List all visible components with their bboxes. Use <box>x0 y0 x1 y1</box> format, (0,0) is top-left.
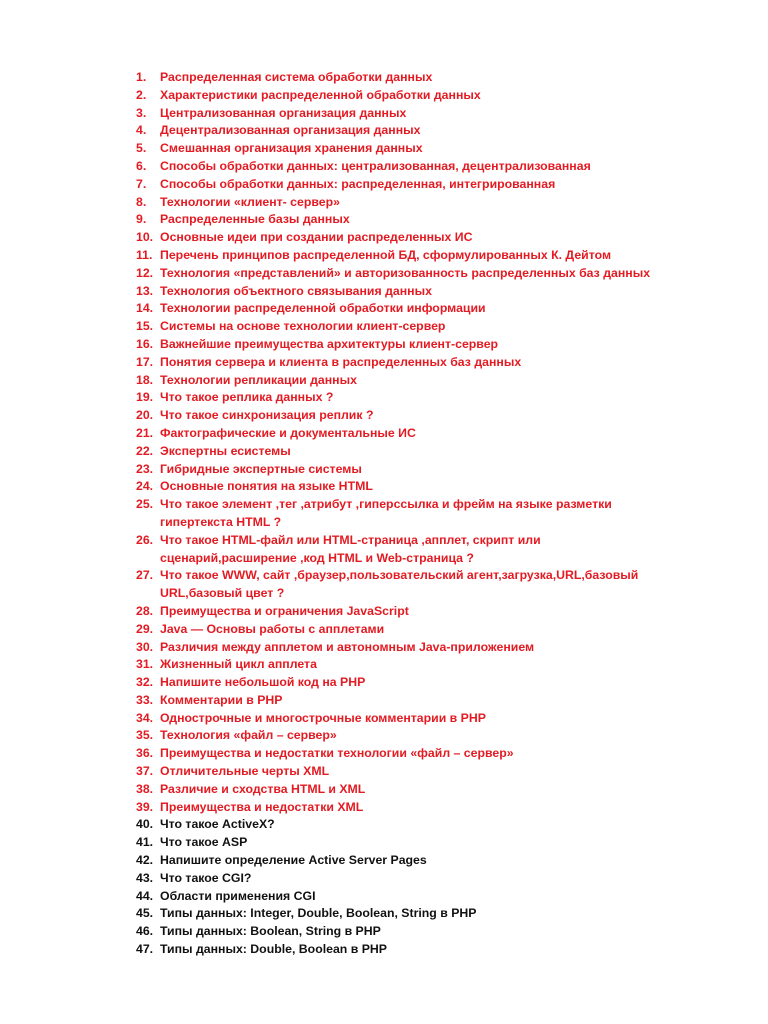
list-item-text <box>160 69 432 87</box>
list-item <box>136 318 736 336</box>
list-item-number: 42. <box>136 853 154 868</box>
list-item-text-line: Однострочные и многострочные комментарии в PHP <box>160 710 486 725</box>
list-item-number: 18. <box>136 372 154 387</box>
list-item <box>136 692 736 710</box>
list-item <box>136 763 736 781</box>
list-item <box>136 941 736 959</box>
list-item-text <box>160 923 381 941</box>
list-item-text-line: Распределенные базы данных <box>160 212 350 227</box>
list-item-text-line: Различие и сходства HTML и XML <box>160 781 366 796</box>
list-item <box>136 816 736 834</box>
list-item-number: 5. <box>136 141 147 156</box>
list-item-text-line: Способы обработки данных: распределенная, интегрированная <box>160 176 556 191</box>
list-item <box>136 194 736 212</box>
list-item-number: 38. <box>136 781 154 796</box>
list-item <box>136 710 736 728</box>
list-item-text <box>160 336 498 354</box>
list-item-text <box>160 265 650 283</box>
list-item <box>136 621 736 639</box>
list-item-number: 10. <box>136 230 154 245</box>
list-item-text-line: Что такое HTML-файл или HTML-страница ,апплет, скрипт или <box>160 532 541 547</box>
list-item-text-line: Что такое WWW, сайт ,браузер,пользовательский агент,загрузка,URL,базовый <box>160 568 639 583</box>
list-item-text <box>160 247 611 265</box>
list-item-text <box>160 407 373 425</box>
list-item-text <box>160 176 555 194</box>
list-item-text-line: Что такое элемент ,тег ,атрибут ,гиперссылка и фрейм на языке разметки <box>160 497 612 512</box>
list-item-text <box>160 621 384 639</box>
list-item-number: 45. <box>136 906 154 921</box>
list-item-number: 22. <box>136 443 154 458</box>
list-item-text <box>160 941 387 959</box>
list-item-number: 16. <box>136 336 154 351</box>
list-item-text-line: Фактографические и документальные ИС <box>160 425 416 440</box>
list-item-text-line: Централизованная организация данных <box>160 105 407 120</box>
list-item <box>136 461 736 479</box>
list-item <box>136 265 736 283</box>
list-item-text-line: Java — Основы работы с апплетами <box>160 621 385 636</box>
list-item-number: 21. <box>136 425 154 440</box>
list-item <box>136 372 736 390</box>
list-item-text <box>160 194 340 212</box>
list-item <box>136 300 736 318</box>
list-item-text-line: Напишите небольшой код на PHP <box>160 675 366 690</box>
list-item-text <box>160 852 427 870</box>
list-item-number: 1. <box>136 70 147 84</box>
list-item-number: 31. <box>136 657 154 672</box>
list-item-text-line: Типы данных: Integer, Double, Boolean, String в PHP <box>160 906 477 921</box>
list-item <box>136 745 736 763</box>
list-item-text-line: Распределенная система обработки данных <box>160 70 433 84</box>
list-item-text-line: Отличительные черты XML <box>160 764 330 779</box>
list-item <box>136 407 736 425</box>
list-item-text <box>160 158 591 176</box>
list-item-text-line: URL,базовый цвет ? <box>160 586 285 601</box>
list-item <box>136 674 736 692</box>
list-item-number: 24. <box>136 479 154 494</box>
list-item-number: 46. <box>136 924 154 939</box>
list-item <box>136 496 736 532</box>
list-item-text <box>160 816 275 834</box>
list-item-text <box>160 496 612 532</box>
list-item-number: 33. <box>136 692 154 707</box>
list-item-text-line: гипертекста HTML ? <box>160 514 282 529</box>
list-item-number: 36. <box>136 746 154 761</box>
list-item-number: 44. <box>136 888 154 903</box>
list-item-text <box>160 478 373 496</box>
list-item-text-line: Технологии «клиент- сервер» <box>160 194 340 209</box>
list-item-text <box>160 799 363 817</box>
list-item <box>136 870 736 888</box>
list-item-number: 13. <box>136 283 154 298</box>
list-item-text <box>160 870 251 888</box>
list-item-text <box>160 532 541 568</box>
list-item-text <box>160 710 486 728</box>
list-item <box>136 532 736 568</box>
list-item <box>136 247 736 265</box>
list-item-number: 19. <box>136 390 154 405</box>
list-item-text <box>160 229 473 247</box>
list-item-text-line: Экспертны есистемы <box>160 443 291 458</box>
list-item-text <box>160 283 432 301</box>
list-item <box>136 799 736 817</box>
list-item-number: 35. <box>136 728 154 743</box>
list-item-text <box>160 639 534 657</box>
list-item-text <box>160 300 486 318</box>
list-item <box>136 389 736 407</box>
list-item-text-line: Технологии распределенной обработки информации <box>160 301 486 316</box>
list-item-text <box>160 318 445 336</box>
list-item-text <box>160 727 337 745</box>
list-item <box>136 639 736 657</box>
list-item-number: 43. <box>136 870 154 885</box>
list-item-number: 40. <box>136 817 154 832</box>
list-item-text-line: Технология «файл – сервер» <box>160 728 337 743</box>
list-item-text <box>160 656 317 674</box>
list-item <box>136 140 736 158</box>
list-item-text-line: Технология объектного связывания данных <box>160 283 432 298</box>
list-item-text <box>160 674 365 692</box>
list-item-number: 26. <box>136 532 154 547</box>
list-item-text <box>160 105 406 123</box>
list-item <box>136 105 736 123</box>
question-list <box>136 69 736 959</box>
list-item-number: 12. <box>136 265 154 280</box>
list-item-number: 25. <box>136 497 154 512</box>
list-item-number: 4. <box>136 123 147 138</box>
list-item-number: 15. <box>136 319 154 334</box>
list-item-text <box>160 888 315 906</box>
list-item-number: 29. <box>136 621 154 636</box>
list-item <box>136 176 736 194</box>
list-item-text <box>160 122 420 140</box>
list-item-text-line: сценарий,расширение ,код HTML и Web-страница ? <box>160 550 474 565</box>
list-item-text-line: Основные идеи при создании распределенных ИС <box>160 230 473 245</box>
list-item-text-line: Характеристики распределенной обработки данных <box>160 87 481 102</box>
list-item-text <box>160 211 350 229</box>
list-item <box>136 425 736 443</box>
list-item-text-line: Жизненный цикл апплета <box>160 657 317 672</box>
list-item-text <box>160 389 333 407</box>
list-item-text-line: Технологии репликации данных <box>160 372 357 387</box>
list-item-number: 20. <box>136 408 154 423</box>
list-item-text <box>160 834 247 852</box>
list-item-number: 47. <box>136 942 154 957</box>
list-item <box>136 87 736 105</box>
list-item <box>136 158 736 176</box>
list-item-number: 37. <box>136 764 154 779</box>
list-item <box>136 443 736 461</box>
list-item <box>136 354 736 372</box>
list-item-text-line: Преимущества и ограничения JavaScript <box>160 603 409 618</box>
list-item-number: 32. <box>136 675 154 690</box>
list-item-text-line: Децентрализованная организация данных <box>160 123 421 138</box>
list-item <box>136 478 736 496</box>
list-item-number: 6. <box>136 158 147 173</box>
list-item <box>136 834 736 852</box>
list-item <box>136 781 736 799</box>
list-item-text <box>160 603 409 621</box>
list-item-text-line: Что такое синхронизация реплик ? <box>160 408 374 423</box>
list-item <box>136 923 736 941</box>
list-item-number: 23. <box>136 461 154 476</box>
list-item-text <box>160 567 638 603</box>
list-item-text-line: Что такое ASP <box>160 835 248 850</box>
list-item-text-line: Типы данных: Double, Boolean в PHP <box>160 942 387 957</box>
list-item-text <box>160 372 357 390</box>
list-item-text-line: Преимущества и недостатки технологии «файл – сервер» <box>160 746 514 761</box>
list-item-text <box>160 763 329 781</box>
list-item <box>136 603 736 621</box>
list-item-text-line: Системы на основе технологии клиент-сервер <box>160 319 446 334</box>
list-item <box>136 69 736 87</box>
list-item <box>136 567 736 603</box>
list-item-number: 28. <box>136 603 154 618</box>
list-item-text-line: Что такое реплика данных ? <box>160 390 334 405</box>
list-item-number: 14. <box>136 301 154 316</box>
list-item-number: 17. <box>136 354 154 369</box>
list-item-number: 7. <box>136 176 147 191</box>
list-item-text-line: Важнейшие преимущества архитектуры клиент-сервер <box>160 336 499 351</box>
list-item <box>136 283 736 301</box>
list-item-text-line: Перечень принципов распределенной БД, сформулированных К. Дейтом <box>160 247 612 262</box>
list-item <box>136 211 736 229</box>
list-item-text-line: Различия между апплетом и автономным Java-приложением <box>160 639 535 654</box>
list-item <box>136 122 736 140</box>
list-item-text <box>160 905 477 923</box>
list-item-text-line: Гибридные экспертные системы <box>160 461 362 476</box>
list-item-text <box>160 87 481 105</box>
list-item <box>136 852 736 870</box>
list-item-text-line: Что такое ActiveX? <box>160 817 275 832</box>
list-item-text <box>160 781 365 799</box>
list-item-text-line: Технология «представлений» и авторизованность распределенных баз данных <box>160 265 651 280</box>
list-item-number: 39. <box>136 799 154 814</box>
list-item-text-line: Области применения CGI <box>160 888 316 903</box>
list-item-text-line: Смешанная организация хранения данных <box>160 141 423 156</box>
list-item-text-line: Основные понятия на языке HTML <box>160 479 373 494</box>
list-item-text-line: Преимущества и недостатки XML <box>160 799 364 814</box>
list-item-text <box>160 140 423 158</box>
list-item <box>136 888 736 906</box>
list-item-text <box>160 745 514 763</box>
list-item-text <box>160 354 521 372</box>
list-item-text <box>160 461 362 479</box>
list-item-text-line: Способы обработки данных: централизованная, децентрализованная <box>160 158 591 173</box>
list-item-number: 3. <box>136 105 147 120</box>
list-item-text-line: Напишите определение Active Server Pages <box>160 853 427 868</box>
list-item-text <box>160 425 416 443</box>
list-item-text <box>160 692 282 710</box>
list-item <box>136 727 736 745</box>
list-item-number: 2. <box>136 87 147 102</box>
list-item <box>136 336 736 354</box>
list-item-text-line: Комментарии в PHP <box>160 692 283 707</box>
list-item-text-line: Понятия сервера и клиента в распределенных баз данных <box>160 354 522 369</box>
list-item <box>136 229 736 247</box>
list-item <box>136 905 736 923</box>
list-item-number: 41. <box>136 835 154 850</box>
list-item <box>136 656 736 674</box>
list-item-text-line: Что такое CGI? <box>160 870 252 885</box>
list-item-number: 34. <box>136 710 154 725</box>
list-item-number: 30. <box>136 639 154 654</box>
list-item-number: 11. <box>136 247 153 262</box>
list-item-number: 9. <box>136 212 147 227</box>
list-item-number: 8. <box>136 194 147 209</box>
list-item-text-line: Типы данных: Boolean, String в PHP <box>160 924 381 939</box>
list-item-text <box>160 443 291 461</box>
list-item-number: 27. <box>136 568 154 583</box>
